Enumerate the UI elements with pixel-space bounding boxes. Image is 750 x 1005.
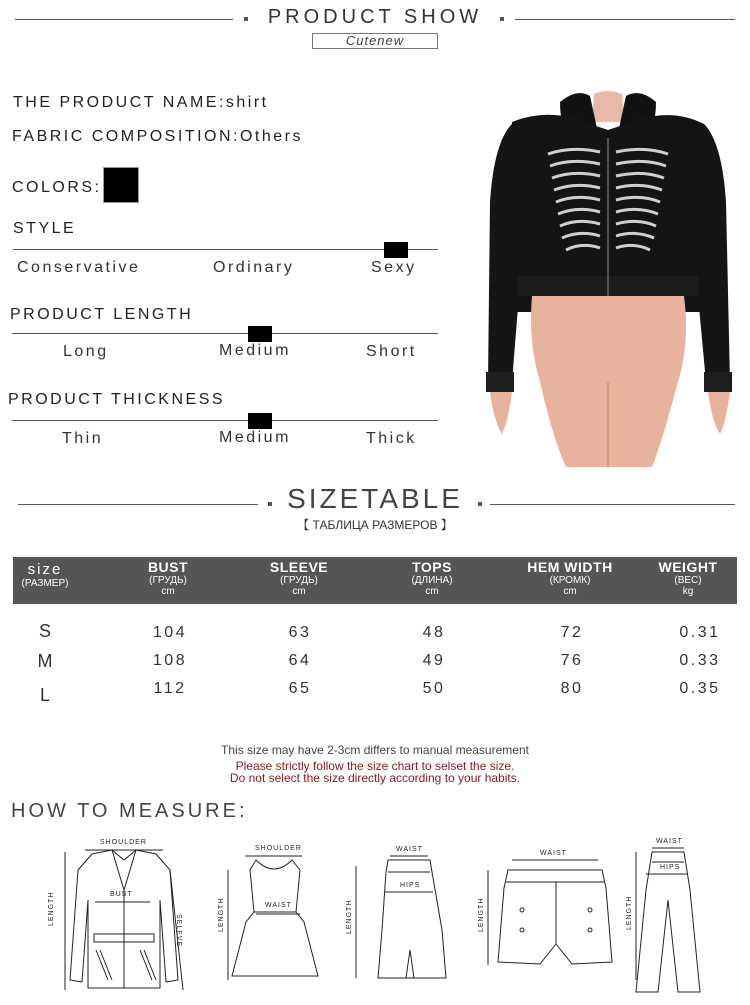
size-cell: S [38,621,51,641]
bust-cell: 104 [152,624,188,641]
col-weight: WEIGHT (ВЕС) kg [658,559,718,597]
col-tops: TOPS (ДЛИНА) cm [411,559,453,597]
sleeve-cell: 65 [288,680,312,697]
thickness-marker [248,413,272,429]
thickness-option-medium: Medium [219,429,291,446]
length-option-long: Long [63,343,109,360]
measure-diagrams [0,830,750,1000]
size-cell: M [37,651,53,671]
size-table-header [13,557,737,604]
thickness-option-thick: Thick [366,430,417,447]
bust-cell: 112 [153,680,187,697]
waist-label-skirt: WAIST [396,846,423,853]
length-scale-line [12,333,438,334]
hem-cell: 80 [560,680,584,697]
waist-label-pants: WAIST [656,838,683,845]
sizetable-subtitle: 【 ТАБЛИЦА РАЗМЕРОВ 】 [297,518,453,532]
measurement-note: This size may have 2-3cm differs to manual measurement [221,743,529,757]
warning-line-1: Please strictly follow the size chart to selset the size. [235,759,515,773]
thickness-label: PRODUCT THICKNESS [8,391,226,408]
style-marker [384,242,408,258]
jacket-on-mannequin-image [472,82,742,467]
style-label: STYLE [13,220,77,237]
fabric-composition: FABRIC COMPOSITION:Others [12,128,303,145]
sizetable-rule-right [490,504,735,505]
thickness-scale-line [12,420,438,421]
tops-cell: 48 [422,624,446,641]
col-size: size (РАЗМЕР) [21,561,69,589]
header-rule-right [515,19,735,20]
weight-cell: 0.33 [679,652,721,669]
style-option-conservative: Conservative [17,259,141,276]
style-option-ordinary: Ordinary [213,259,295,276]
bust-cell: 108 [152,652,188,669]
length-label-skirt: LENGTH [346,899,353,934]
style-option-sexy: Sexy [371,259,417,276]
length-option-short: Short [366,343,417,360]
waist-label-shorts: WAIST [540,850,567,857]
size-cell: L [39,685,50,705]
sleeve-cell: 63 [288,624,312,641]
sizetable-title: SIZETABLE [287,483,463,514]
how-to-measure-title: HOW TO MEASURE: [11,800,248,822]
bust-label: BUST [110,891,133,898]
shoulder-label: SHOULDER [100,839,147,846]
length-label-pants: LENGTH [626,895,633,930]
sleeve-label: SELEVE [175,914,182,948]
product-photo [472,82,742,467]
header-dot-right [500,17,504,21]
length-label-shorts: LENGTH [478,897,485,932]
length-marker [248,326,272,342]
thickness-option-thin: Thin [62,430,104,447]
tops-cell: 50 [422,680,446,697]
weight-cell: 0.35 [679,680,721,697]
brand-label: Cutenew [312,33,438,49]
hem-cell: 76 [560,652,584,669]
sleeve-cell: 64 [288,652,312,669]
measure-diagrams-svg [0,830,750,1000]
shoulder-label-dress: SHOULDER [255,845,302,852]
tops-cell: 49 [422,652,446,669]
length-label-dress: LENGTH [218,897,225,932]
colors-label: COLORS: [12,179,102,196]
hips-label-skirt: HIPS [400,882,421,889]
product-name: THE PRODUCT NAME:shirt [13,94,269,111]
waist-label-dress: WAIST [265,902,292,909]
length-option-medium: Medium [219,342,291,359]
hips-label-pants: HIPS [660,864,681,871]
color-swatch-black[interactable] [104,168,138,202]
page-title: PRODUCT SHOW [267,6,483,28]
col-bust: BUST (ГРУДЬ) cm [147,559,189,597]
col-hem-width: HEM WIDTH (КРОМК) cm [527,559,613,597]
style-scale-line [13,249,438,250]
weight-cell: 0.31 [679,624,721,641]
hem-cell: 72 [560,624,584,641]
length-label-jacket: LENGTH [48,891,55,926]
sizetable-dot-right [478,502,482,506]
warning-line-2: Do not select the size directly according to your habits. [229,771,521,785]
col-sleeve: SLEEVE (ГРУДЬ) cm [269,559,329,597]
length-label: PRODUCT LENGTH [10,306,194,323]
